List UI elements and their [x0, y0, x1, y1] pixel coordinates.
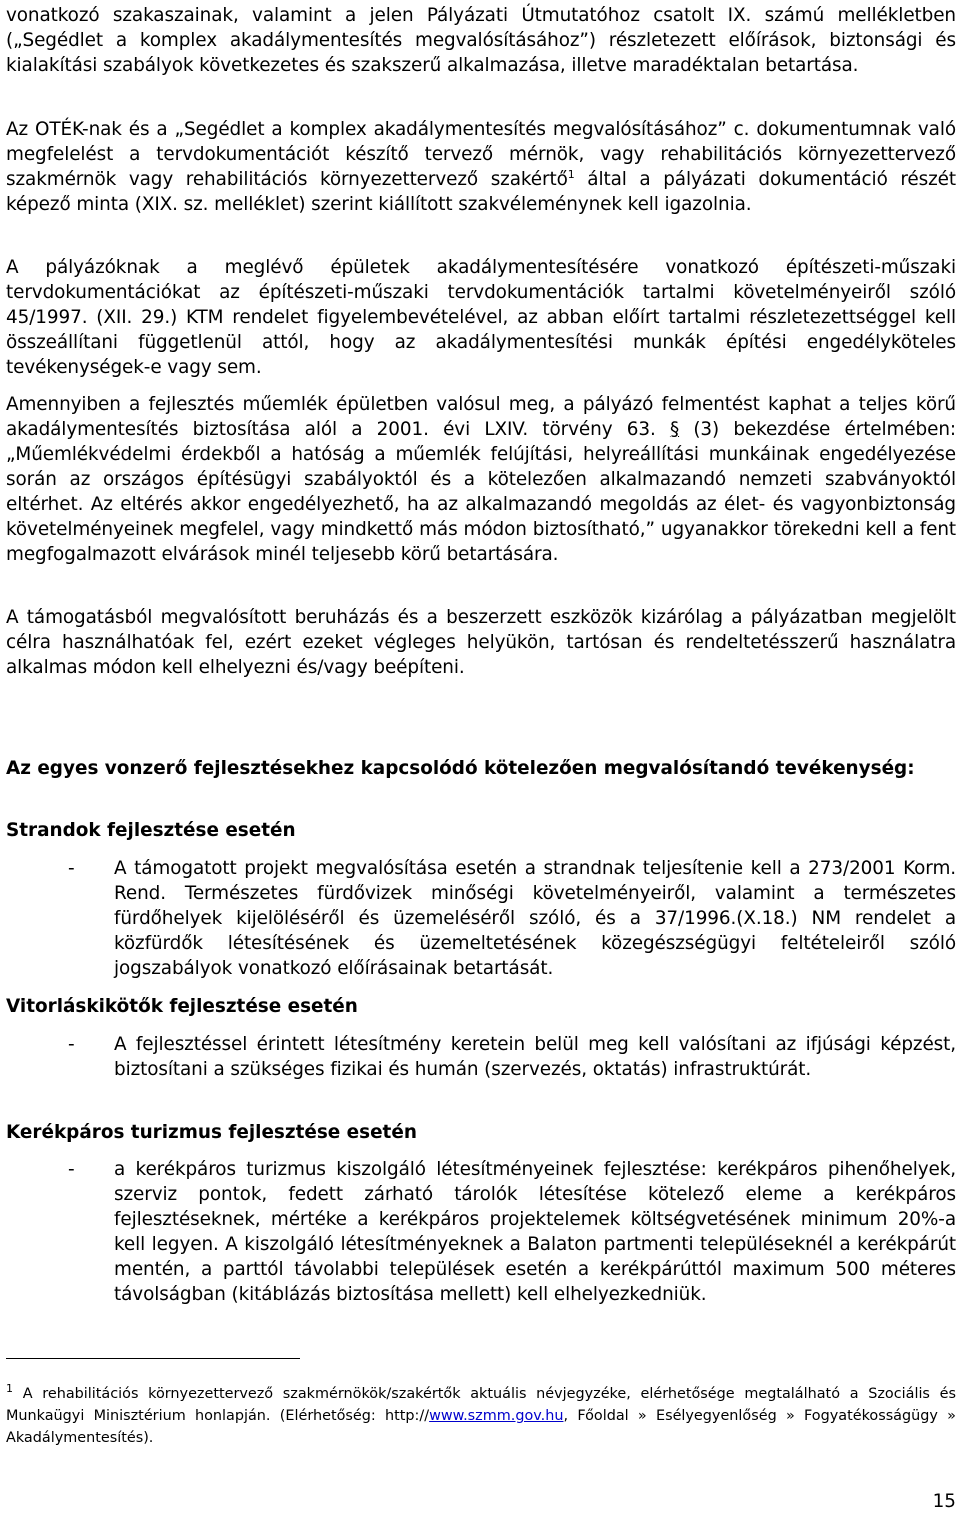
paragraph-text: (3) bekezdése értelmében: „Műemlékvédelmi érdekből a hatóság a műemlék felújítási, helyreállítási munkáinak engedélyezése során az országos építésügyi szabályoktól és a kötelezően alkalmazandó nemzeti szabványoktól eltérhet. Az eltérés akkor engedélyezhető, ha az alkalmazandó megoldás az élet- és vagyonbiztonság követelményeinek megfelel, vagy mindkettő más módon biztosítható,” ugyanakkor törekedni kell a fent megfogalmazott elvárások minél teljesebb körű betartására. — [6, 419, 957, 565]
footnote-link[interactable]: www.szmm.gov.hu — [429, 1408, 564, 1424]
page-number: 15 — [932, 1491, 956, 1512]
footnote — [6, 1383, 956, 1449]
paragraph-text: által a pályázati dokumentáció részét képező minta (XIX. sz. melléklet) szerint kiállított szakvéleménynek kell igazolnia. — [6, 169, 956, 215]
footnote-text: , Főoldal » Esélyegyenlőség » Fogyatékosságügy » Akadálymentesítés). — [6, 1408, 956, 1446]
list-dash: - — [68, 1034, 75, 1055]
footnote-text: A rehabilitációs környezettervező szakmérnökök/szakértők aktuális névjegyzéke, elérhetősége megtalálható a Szociális és Munkaügyi Minisztérium honlapján. (Elérhetőség: http:// — [6, 1386, 956, 1424]
list-dash: - — [68, 858, 75, 879]
list-item-text: A fejlesztéssel érintett létesítmény keretein belül meg kell valósítani az ifjúsági képzést, biztosítani a szükséges fizikai és humán (szervezés, oktatás) infrastruktúrát. — [114, 1034, 956, 1080]
footnote-marker: 1 — [6, 1382, 13, 1396]
section-heading: Az egyes vonzerő fejlesztésekhez kapcsolódó kötelezően megvalósítandó tevékenység: — [6, 758, 915, 779]
list-item-text: A támogatott projekt megvalósítása esetén a strandnak teljesítenie kell a 273/2001 Korm. Rend. Természetes fürdővizek minőségi követelményeiről, valamint a természetes fürdőhelyek kijelöléséről és üzemeléséről szóló, és a 37/1996.(X.18.) NM rendelet a közfürdők létesítésének és üzemeltetésének közegészségügyi feltételeiről szóló jogszabályok vonatkozó előírásainak betartását. — [114, 858, 956, 979]
paragraph-monument-exemption — [6, 392, 956, 567]
subsection-heading-marinas: Vitorláskikötők fejlesztése esetén — [6, 996, 358, 1017]
paragraph-text: Az OTÉK-nak és a „Segédlet a komplex akadálymentesítés megvalósításához” c. dokumentumnak való megfelelést a tervdokumentációt készítő tervező mérnök, vagy rehabilitációs környezettervező szakmérnök vagy rehabilitációs környezettervező szakértő — [6, 119, 956, 190]
paragraph-otek-compliance — [6, 117, 956, 217]
paragraph-asset-usage: A támogatásból megvalósított beruházás és a beszerzett eszközök kizárólag a pályázatban megjelölt célra használhatóak fel, ezért ezeket végleges helyükön, tartósan és rendeltetésszerű használatra alkalmas módon kell elhelyezni és/vagy beépíteni. — [6, 607, 956, 678]
list-item-text: a kerékpáros turizmus kiszolgáló létesítményeinek fejlesztése: kerékpáros pihenőhelyek, szerviz pontok, fedett zárható tárolók létesítése kötelező eleme a kerékpáros fejlesztéseknek, mértéke a kerékpáros projektelemek költségvetésének minimum 20%-a kell legyen. A kiszolgáló létesítményeknek a Balaton partmenti településeknél a kerékpárút mentén, a parttól távolabbi települések esetén a kerékpárúttól maximum 500 méteres távolságban (kitáblázás biztosítása mellett) kell elhelyezkedniük. — [114, 1159, 956, 1305]
footnote-divider — [6, 1358, 300, 1359]
section-sign: § — [669, 419, 680, 440]
paragraph-accessibility-rules: vonatkozó szakaszainak, valamint a jelen Pályázati Útmutatóhoz csatolt IX. számú mellékletben („Segédlet a komplex akadálymentesítés megvalósításához”) részletezett előírások, biztonsági és kialakítási szabályok következetes és szakszerű alkalmazása, illetve maradéktalan betartása. — [6, 5, 956, 76]
subsection-heading-cycling: Kerékpáros turizmus fejlesztése esetén — [6, 1122, 417, 1143]
paragraph-text: Amennyiben a fejlesztés műemlék épületben valósul meg, a pályázó felmentést kaphat a teljes körű akadálymentesítés biztosítása alól a 2001. évi LXIV. törvény 63. — [6, 394, 956, 440]
subsection-heading-beaches: Strandok fejlesztése esetén — [6, 820, 296, 841]
paragraph-technical-documentation: A pályázóknak a meglévő épületek akadálymentesítésére vonatkozó építészeti-műszaki tervdokumentációkat az építészeti-műszaki tervdokumentációk tartalmi követelményeiről szóló 45/1997. (XII. 29.) KTM rendelet figyelembevételével, az abban előírt tartalmi részletezettséggel kell összeállítani függetlenül attól, hogy az akadálymentesítési munkák építési engedélyköteles tevékenységek-e vagy sem. — [6, 257, 956, 378]
footnote-reference[interactable]: 1 — [567, 167, 575, 181]
list-dash: - — [68, 1159, 75, 1180]
